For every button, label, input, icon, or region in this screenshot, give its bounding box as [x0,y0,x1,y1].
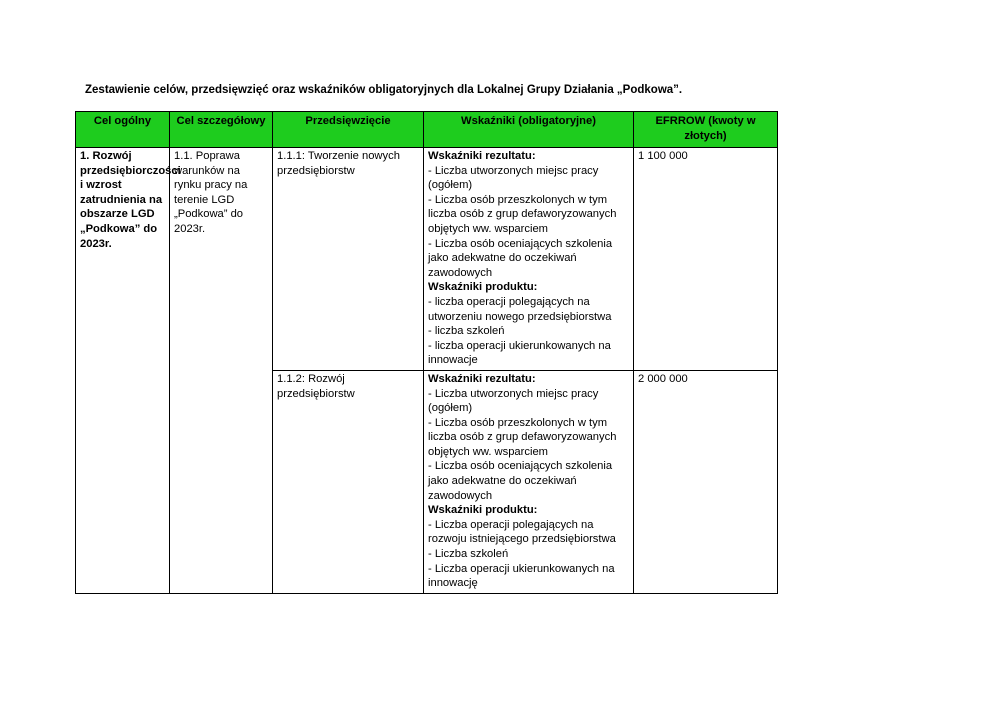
result-indicator-item: - Liczba osób przeszkolonych w tym liczba osób z grup defaworyzowanych objętych ww. wsparciem [428,193,617,235]
product-indicators-heading: Wskaźniki produktu: [428,281,538,294]
result-indicator-item: - Liczba utworzonych miejsc pracy (ogółem) [428,164,599,192]
column-header-efrrow: EFRROW (kwoty w złotych) [634,112,778,148]
product-indicator-item: - Liczba szkoleń [428,548,509,561]
undertaking-cell: 1.1.1: Tworzenie nowych przedsiębiorstw [273,148,424,371]
column-header-general-goal: Cel ogólny [76,112,170,148]
result-indicators-heading: Wskaźniki rezultatu: [428,372,536,385]
indicators-cell [424,148,634,371]
general-goal-cell: 1. Rozwój przedsiębiorczości i wzrost zatrudnienia na obszarze LGD „Podkowa” do 2023r. [76,148,170,594]
table-row [76,148,778,371]
result-indicator-item: - Liczba osób oceniających szkolenia jako adekwatne do oczekiwań zawodowych [428,237,613,279]
page-title: Zestawienie celów, przedsięwzięć oraz wskaźników obligatoryjnych dla Lokalnej Grupy Działania „Podkowa”. [85,84,683,96]
undertaking-cell: 1.1.2: Rozwój przedsiębiorstw [273,370,424,593]
indicators-cell [424,370,634,593]
column-header-undertaking: Przedsięwzięcie [273,112,424,148]
result-indicator-item: - Liczba osób oceniających szkolenia jako adekwatne do oczekiwań zawodowych [428,460,613,502]
table-header-row [76,112,778,148]
amount-cell: 1 100 000 [634,148,778,371]
product-indicator-item: - liczba operacji ukierunkowanych na innowacje [428,339,611,367]
result-indicator-item: - Liczba utworzonych miejsc pracy (ogółem) [428,387,599,415]
column-header-specific-goal: Cel szczegółowy [170,112,273,148]
indicators-table [75,111,778,594]
product-indicators-heading: Wskaźniki produktu: [428,504,538,517]
product-indicator-item: - liczba szkoleń [428,325,505,338]
product-indicator-item: - liczba operacji polegających na utworzeniu nowego przedsiębiorstwa [428,295,612,323]
result-indicator-item: - Liczba osób przeszkolonych w tym liczba osób z grup defaworyzowanych objętych ww. wsparciem [428,416,617,458]
column-header-indicators: Wskaźniki (obligatoryjne) [424,112,634,148]
specific-goal-cell: 1.1. Poprawa warunków na rynku pracy na terenie LGD „Podkowa” do 2023r. [170,148,273,594]
result-indicators-heading: Wskaźniki rezultatu: [428,150,536,162]
product-indicator-item: - Liczba operacji ukierunkowanych na innowację [428,562,615,590]
amount-cell: 2 000 000 [634,370,778,593]
product-indicator-item: - Liczba operacji polegających na rozwoju istniejącego przedsiębiorstwa [428,518,616,546]
